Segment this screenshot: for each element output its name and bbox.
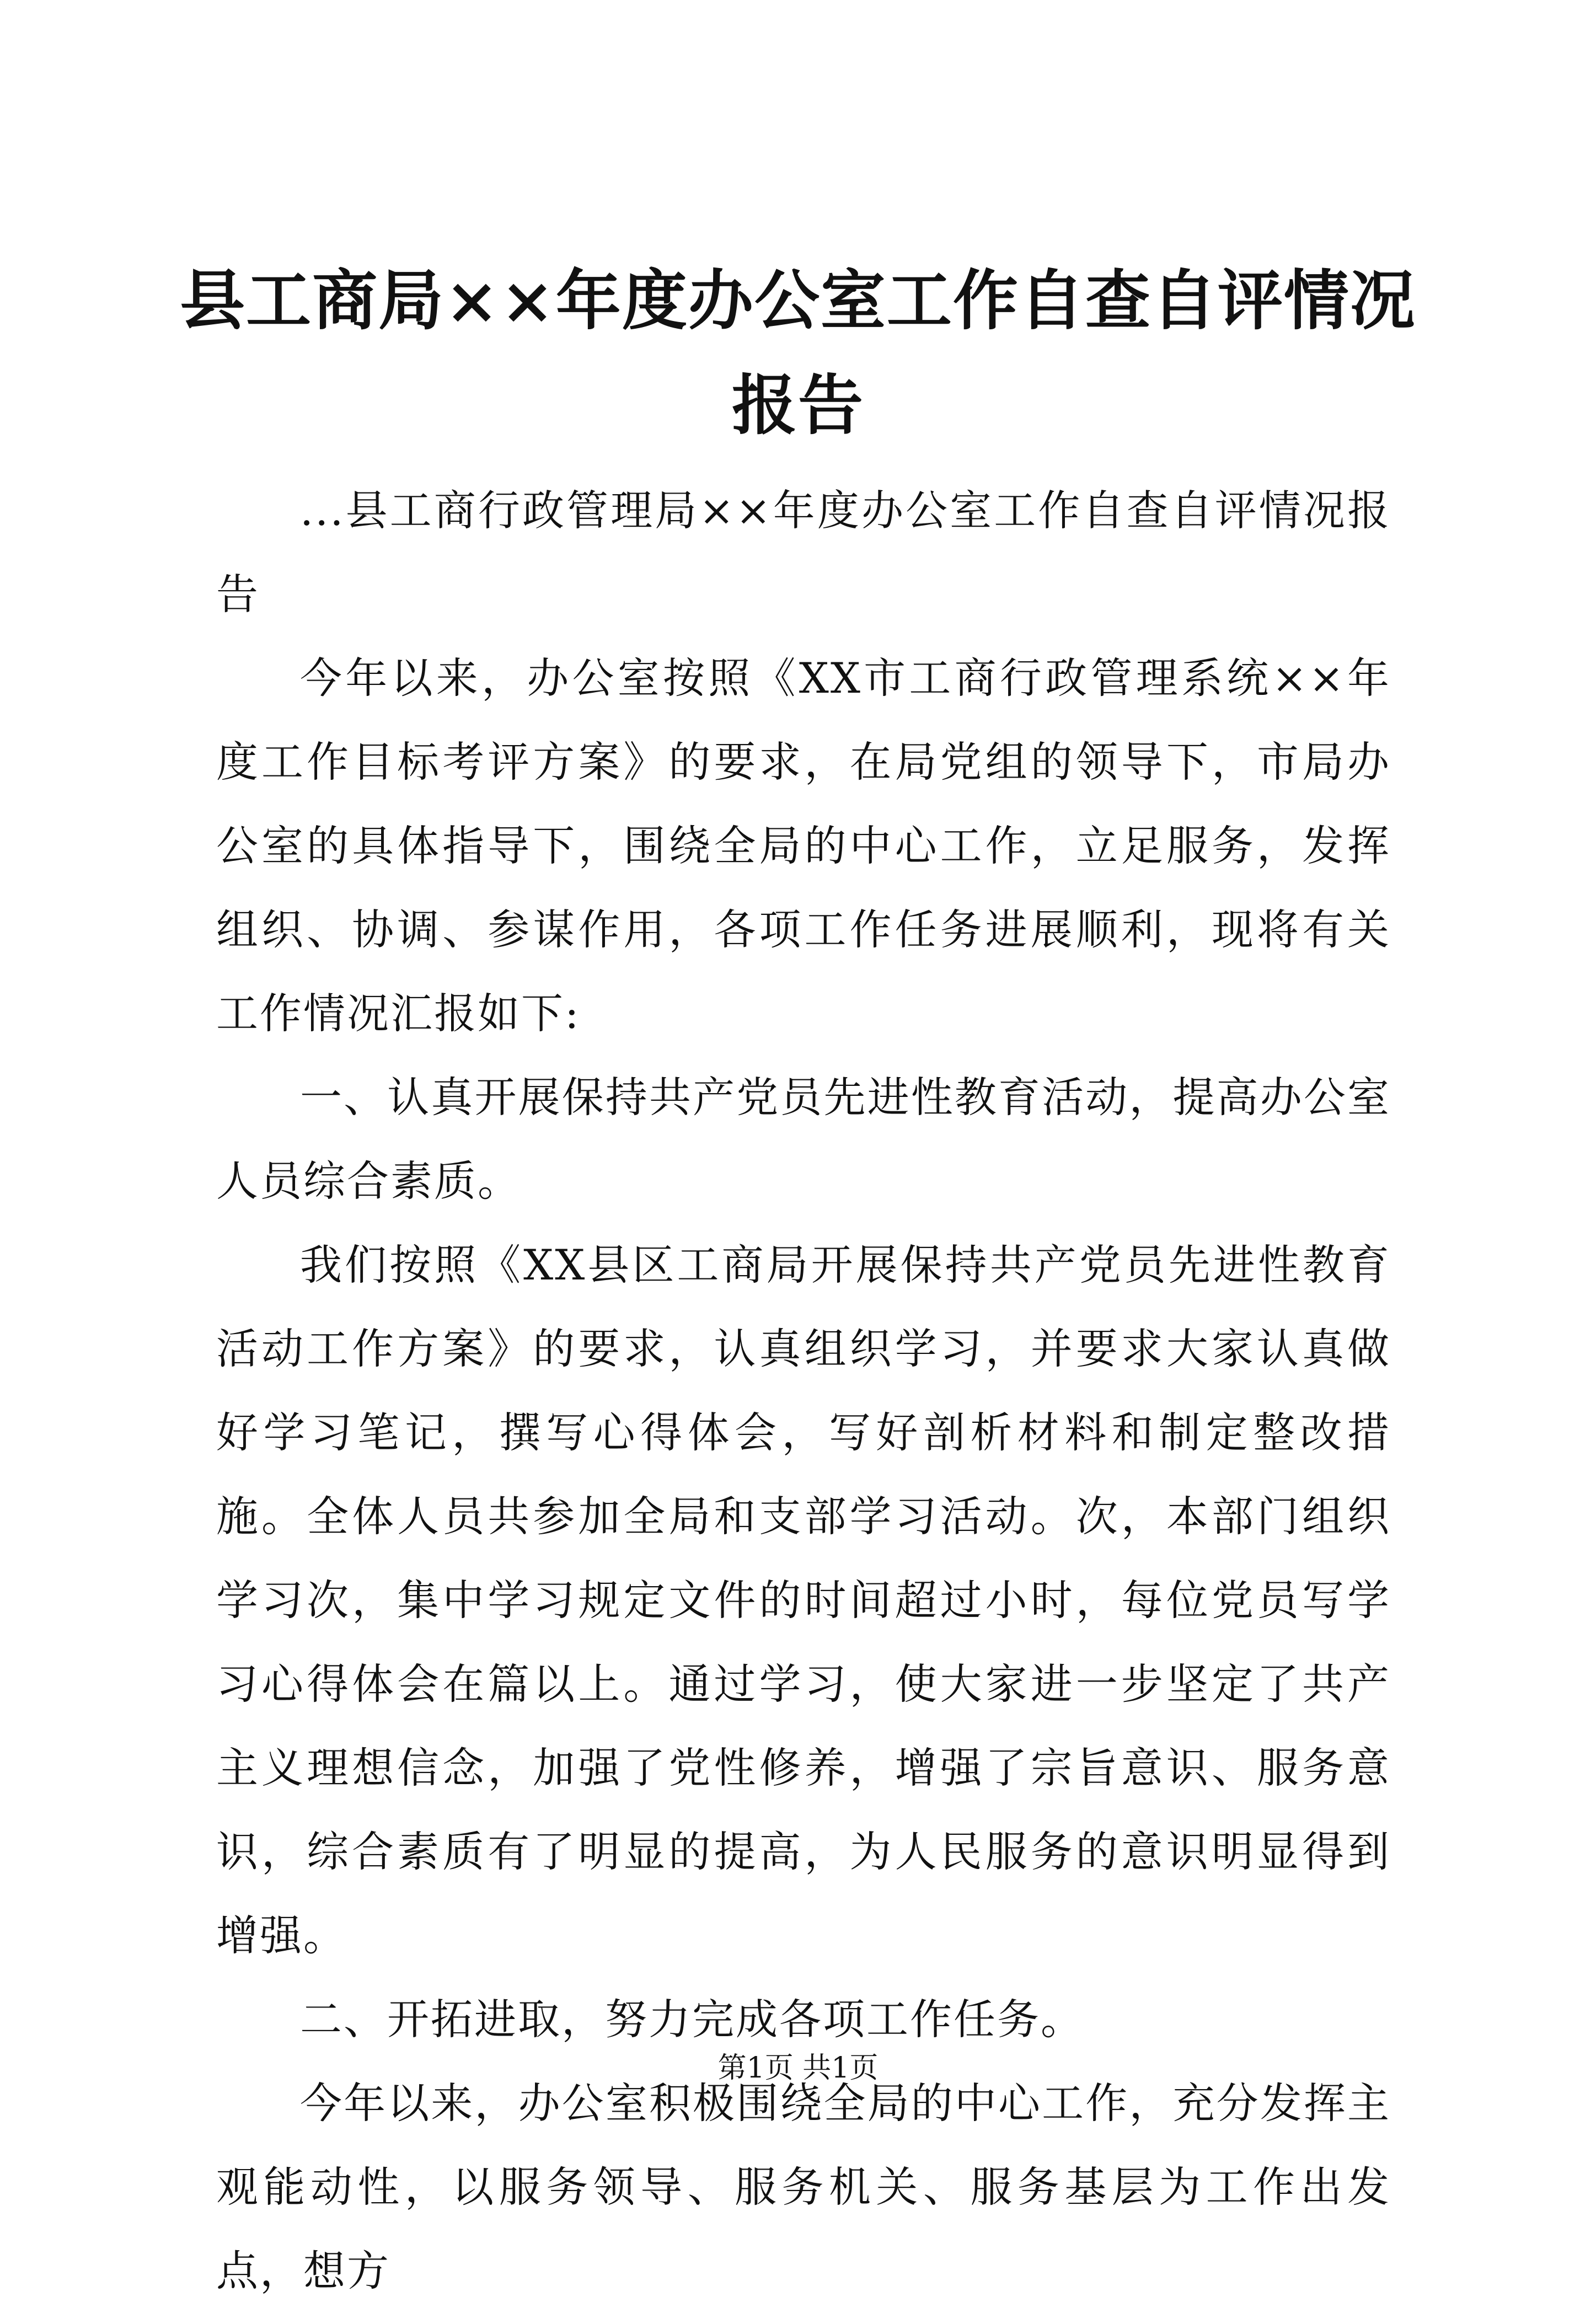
paragraph-section-two: 今年以来，办公室积极围绕全局的中心工作，充分发挥主观能动性，以服务领导、服务机关、服务基层为工作出发点，想方 xyxy=(216,2079,1391,2295)
document-body xyxy=(216,469,1391,2313)
document-title: 县工商局××年度办公室工作自查自评情况报告 xyxy=(180,262,1416,443)
paragraph-subtitle: ...县工商行政管理局××年度办公室工作自查自评情况报告 xyxy=(216,486,1391,619)
paragraph-section-one: 我们按照《XX县区工商局开展保持共产党员先进性教育活动工作方案》的要求，认真组织学习，并要求大家认真做好学习笔记，撰写心得体会，写好剖析材料和制定整改措施。全体人员共参加全局和支部学习活动。次，本部门组织学习次，集中学习规定文件的时间超过小时，每位党员写学习心得体会在篇以上。通过学习，使大家进一步坚定了共产主义理想信念，加强了党性修养，增强了宗旨意识、服务意识，综合素质有了明显的提高，为人民服务的意识明显得到增强。 xyxy=(216,1240,1391,1960)
section-heading-one: 一、认真开展保持共产党员先进性教育活动，提高办公室人员综合素质。 xyxy=(216,1073,1391,1206)
page-footer: 第1页 共1页 xyxy=(717,2052,879,2085)
section-heading-two: 二、开拓进取，努力完成各项工作任务。 xyxy=(300,1995,1084,2044)
paragraph-intro: 今年以来，办公室按照《XX市工商行政管理系统××年度工作目标考评方案》的要求，在局党组的领导下，市局办公室的具体指导下，围绕全局的中心工作，立足服务，发挥组织、协调、参谋作用，各项工作任务进展顺利，现将有关工作情况汇报如下: xyxy=(216,654,1391,1038)
